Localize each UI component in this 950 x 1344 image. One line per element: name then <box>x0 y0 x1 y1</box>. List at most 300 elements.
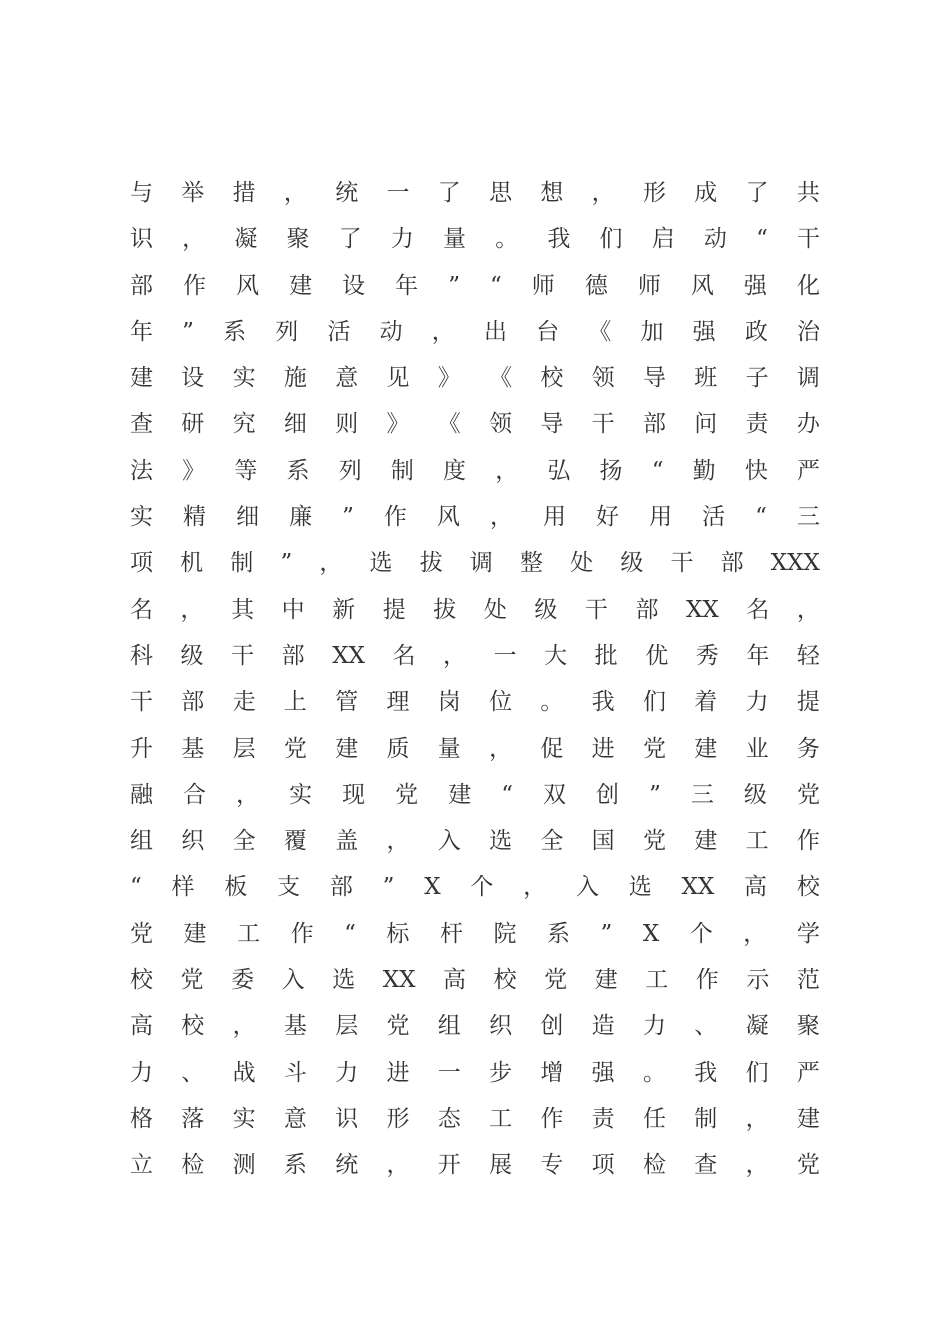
text-line <box>130 1142 820 1188</box>
text-char: 落 <box>181 1105 205 1132</box>
text-char: 等 <box>234 457 258 484</box>
text-char: 实 <box>232 1105 256 1132</box>
text-char: 与 <box>130 180 153 206</box>
text-char: 部 <box>181 689 205 716</box>
text-char: 名 <box>130 596 153 623</box>
text-char: 研 <box>181 411 205 438</box>
text-char: 查 <box>694 1152 718 1179</box>
text-char: ” <box>448 272 460 299</box>
text-char: 干 <box>130 689 153 716</box>
text-char: ， <box>386 1152 410 1179</box>
text-char: 拔 <box>419 550 443 577</box>
text-char: 提 <box>382 596 406 623</box>
text-line <box>130 679 820 725</box>
text-char: 、 <box>181 1059 205 1086</box>
text-char: 党 <box>395 781 419 808</box>
text-char: 施 <box>283 365 307 392</box>
text-line <box>130 448 820 494</box>
text-char: 查 <box>130 411 153 438</box>
text-char: 了 <box>437 180 461 206</box>
text-char: 开 <box>437 1152 461 1179</box>
text-line <box>130 864 820 910</box>
text-char: 升 <box>130 735 153 762</box>
text-char: 校 <box>540 365 564 392</box>
text-char: 委 <box>231 967 255 994</box>
text-char: “ <box>130 874 142 901</box>
text-char: 工 <box>645 967 669 994</box>
text-char: 学 <box>796 920 820 947</box>
text-char: 设 <box>181 365 205 392</box>
text-char: 们 <box>599 226 623 253</box>
text-char: 着 <box>694 689 718 716</box>
text-char: 部 <box>130 272 153 299</box>
text-char: ， <box>743 920 767 947</box>
text-char: 力 <box>335 1059 359 1086</box>
text-char: 处 <box>570 550 594 577</box>
text-char: 调 <box>796 365 820 392</box>
text-char: 干 <box>797 226 820 253</box>
text-char: 任 <box>642 1105 666 1132</box>
text-char: 党 <box>180 967 204 994</box>
text-char: 合 <box>183 781 207 808</box>
text-char: 责 <box>591 1105 615 1132</box>
text-char: 织 <box>489 1013 513 1040</box>
text-char: 弘 <box>547 457 571 484</box>
text-char: XX <box>332 642 365 669</box>
text-char: 支 <box>277 874 301 901</box>
text-char: 力 <box>130 1059 153 1086</box>
text-char: 统 <box>335 1152 359 1179</box>
text-char: 项 <box>591 1152 615 1179</box>
text-char: 系 <box>223 318 247 345</box>
text-char: 覆 <box>283 828 307 855</box>
text-char: 责 <box>745 411 769 438</box>
text-line <box>130 1003 820 1049</box>
text-char: 系 <box>286 457 310 484</box>
text-char: 》 <box>182 457 206 484</box>
text-line <box>130 1096 820 1142</box>
text-char: 部 <box>281 642 305 669</box>
text-char: 织 <box>181 828 205 855</box>
text-char: 专 <box>540 1152 564 1179</box>
text-char: 建 <box>130 365 153 392</box>
text-char: 加 <box>640 318 664 345</box>
text-char: 入 <box>281 967 305 994</box>
text-char: 干 <box>591 411 615 438</box>
text-char: 强 <box>591 1059 615 1086</box>
text-char: 整 <box>520 550 544 577</box>
text-char: 作 <box>796 828 820 855</box>
text-char: 作 <box>383 504 407 531</box>
text-char: 增 <box>540 1059 564 1086</box>
text-char: 步 <box>489 1059 513 1086</box>
text-char: 意 <box>283 1105 307 1132</box>
text-char: 其 <box>231 596 255 623</box>
text-char: 严 <box>797 457 820 484</box>
text-char: 聚 <box>796 1013 820 1040</box>
text-char: ， <box>283 180 307 206</box>
text-char: 德 <box>584 272 608 299</box>
text-char: 质 <box>386 735 410 762</box>
text-char: 师 <box>637 272 661 299</box>
text-char: X <box>424 874 441 901</box>
text-char: 测 <box>232 1152 256 1179</box>
text-char: 一 <box>493 642 517 669</box>
text-char: ， <box>236 781 260 808</box>
text-char: 、 <box>694 1013 718 1040</box>
text-char: 师 <box>531 272 555 299</box>
text-char: 风 <box>690 272 714 299</box>
text-char: 年 <box>746 642 770 669</box>
text-char: 拔 <box>433 596 457 623</box>
text-char: 级 <box>180 642 204 669</box>
text-char: ” <box>280 550 293 577</box>
text-line <box>130 170 820 216</box>
text-char: ， <box>745 1152 769 1179</box>
text-char: 子 <box>745 365 769 392</box>
text-line <box>130 772 820 818</box>
text-line <box>130 263 820 309</box>
text-char: 工 <box>745 828 769 855</box>
text-char: 创 <box>540 1013 564 1040</box>
text-char: 党 <box>642 828 666 855</box>
text-char: 岗 <box>437 689 461 716</box>
text-char: 标 <box>386 920 410 947</box>
text-char: XX <box>382 967 416 994</box>
text-char: 究 <box>232 411 256 438</box>
text-char: 盖 <box>335 828 359 855</box>
text-char: 选 <box>332 967 356 994</box>
text-char: 细 <box>283 411 307 438</box>
text-char: 班 <box>694 365 718 392</box>
text-char: 我 <box>694 1059 718 1086</box>
text-char: 上 <box>283 689 307 716</box>
text-char: 现 <box>342 781 366 808</box>
text-char: 校 <box>181 1013 205 1040</box>
text-char: 立 <box>130 1152 153 1179</box>
text-char: 问 <box>694 411 718 438</box>
text-char: 意 <box>335 365 359 392</box>
text-char: 党 <box>544 967 568 994</box>
text-line <box>130 957 820 1003</box>
text-char: 出 <box>483 318 507 345</box>
text-char: 制 <box>390 457 414 484</box>
text-char: 思 <box>489 180 513 206</box>
text-char: ， <box>796 596 820 623</box>
text-char: 年 <box>395 272 419 299</box>
text-char: 建 <box>694 735 718 762</box>
text-char: 三 <box>690 781 714 808</box>
text-char: 一 <box>386 180 410 206</box>
text-char: 强 <box>743 272 767 299</box>
text-char: 台 <box>536 318 560 345</box>
text-char: 细 <box>236 504 260 531</box>
text-char: 法 <box>130 457 153 484</box>
text-char: 设 <box>342 272 366 299</box>
text-char: 党 <box>130 920 153 947</box>
text-char: 高 <box>130 1013 153 1040</box>
text-char: 干 <box>670 550 694 577</box>
text-char: 风 <box>236 272 260 299</box>
text-char: 实 <box>130 504 153 531</box>
text-char: 位 <box>489 689 513 716</box>
text-char: 则 <box>335 411 359 438</box>
text-char: 级 <box>743 781 767 808</box>
text-char: 《 <box>489 365 513 392</box>
text-char: 一 <box>437 1059 461 1086</box>
text-char: 批 <box>594 642 618 669</box>
text-char: 检 <box>642 1152 666 1179</box>
text-char: 创 <box>596 781 620 808</box>
text-char: 年 <box>130 318 153 345</box>
text-char: 选 <box>628 874 652 901</box>
text-line <box>130 401 820 447</box>
text-char: 措 <box>232 180 256 206</box>
text-line <box>130 494 820 540</box>
text-char: 制 <box>230 550 254 577</box>
text-char: 融 <box>130 781 153 808</box>
text-char: 廉 <box>289 504 313 531</box>
text-char: 好 <box>596 504 620 531</box>
text-char: 调 <box>469 550 493 577</box>
text-char: ， <box>232 1013 256 1040</box>
text-char: 优 <box>645 642 669 669</box>
text-char: ， <box>495 457 519 484</box>
text-char: ” <box>342 504 354 531</box>
text-char: 作 <box>540 1105 564 1132</box>
text-char: 党 <box>796 781 820 808</box>
text-char: 范 <box>796 967 820 994</box>
text-char: 度 <box>443 457 467 484</box>
text-char: 实 <box>232 365 256 392</box>
text-char: 中 <box>281 596 305 623</box>
text-char: 三 <box>796 504 820 531</box>
text-char: “ <box>755 504 767 531</box>
text-char: 基 <box>283 1013 307 1040</box>
text-char: “ <box>489 272 502 299</box>
text-char: 高 <box>443 967 467 994</box>
text-char: 促 <box>540 735 564 762</box>
text-char: 轻 <box>796 642 820 669</box>
text-char: 识 <box>335 1105 359 1132</box>
text-char: ” <box>382 874 395 901</box>
text-char: 动 <box>703 226 727 253</box>
text-char: 风 <box>436 504 460 531</box>
text-char: 进 <box>591 735 615 762</box>
text-char: 了 <box>745 180 769 206</box>
text-char: 入 <box>437 828 461 855</box>
text-line <box>130 911 820 957</box>
text-char: 成 <box>694 180 718 206</box>
text-char: 新 <box>332 596 356 623</box>
text-char: 部 <box>635 596 659 623</box>
text-char: 战 <box>232 1059 256 1086</box>
text-char: 科 <box>130 642 153 669</box>
text-char: XX <box>686 596 719 623</box>
text-char: 部 <box>329 874 353 901</box>
text-char: 党 <box>796 1152 820 1179</box>
text-char: 系 <box>283 1152 307 1179</box>
text-char: 选 <box>489 828 513 855</box>
text-char: 级 <box>620 550 644 577</box>
text-char: ， <box>745 1105 769 1132</box>
text-char: 示 <box>746 967 770 994</box>
text-line <box>130 540 820 586</box>
text-char: 导 <box>540 411 564 438</box>
text-char: 力 <box>390 226 414 253</box>
text-char: 强 <box>692 318 716 345</box>
text-char: 凝 <box>745 1013 769 1040</box>
text-char: 凝 <box>234 226 258 253</box>
text-char: ” <box>600 920 613 947</box>
text-char: “ <box>344 920 356 947</box>
text-char: XX <box>681 874 715 901</box>
text-char: 院 <box>493 920 517 947</box>
text-char: X <box>642 920 660 947</box>
text-char: 校 <box>796 874 820 901</box>
text-char: 务 <box>796 735 820 762</box>
text-char: 识 <box>130 226 153 253</box>
text-char: 统 <box>335 180 359 206</box>
text-char: 名 <box>746 596 770 623</box>
text-char: 导 <box>642 365 666 392</box>
text-char: 工 <box>237 920 261 947</box>
text-char: 系 <box>547 920 571 947</box>
text-char: 作 <box>695 967 719 994</box>
text-char: 形 <box>386 1105 410 1132</box>
text-char: 造 <box>591 1013 615 1040</box>
text-char: 全 <box>232 828 256 855</box>
text-char: 入 <box>575 874 599 901</box>
text-char: 们 <box>642 689 666 716</box>
text-char: ， <box>443 642 467 669</box>
text-char: 动 <box>379 318 403 345</box>
text-char: 《 <box>588 318 612 345</box>
text-char: 走 <box>232 689 256 716</box>
text-char: 校 <box>493 967 517 994</box>
text-char: 精 <box>183 504 207 531</box>
text-char: 双 <box>543 781 567 808</box>
text-char: 组 <box>437 1013 461 1040</box>
text-char: 见 <box>386 365 410 392</box>
text-char: 制 <box>694 1105 718 1132</box>
text-char: 级 <box>534 596 558 623</box>
text-char: 想 <box>540 180 564 206</box>
text-char: 样 <box>171 874 195 901</box>
text-char: 建 <box>796 1105 820 1132</box>
text-char: 政 <box>744 318 768 345</box>
text-char: 态 <box>437 1105 461 1132</box>
text-char: 我 <box>591 689 615 716</box>
text-char: 形 <box>642 180 666 206</box>
text-char: 干 <box>584 596 608 623</box>
text-char: 共 <box>796 180 820 206</box>
text-char: 量 <box>443 226 467 253</box>
text-char: 提 <box>796 689 820 716</box>
text-char: ” <box>649 781 661 808</box>
text-char: 部 <box>720 550 744 577</box>
text-char: 。 <box>642 1059 666 1086</box>
text-char: 用 <box>649 504 673 531</box>
text-char: 们 <box>745 1059 769 1086</box>
text-char: 展 <box>489 1152 513 1179</box>
text-char: 工 <box>489 1105 513 1132</box>
text-char: 基 <box>181 735 205 762</box>
text-char: 个 <box>470 874 494 901</box>
text-char: 快 <box>744 457 768 484</box>
text-char: 治 <box>797 318 820 345</box>
text-char: 领 <box>489 411 513 438</box>
text-char: 用 <box>543 504 567 531</box>
text-char: 启 <box>651 226 675 253</box>
text-char: 列 <box>338 457 362 484</box>
text-char: 业 <box>745 735 769 762</box>
text-char: 建 <box>694 828 718 855</box>
text-char: 层 <box>335 1013 359 1040</box>
text-char: 。 <box>495 226 519 253</box>
text-char: ， <box>591 180 615 206</box>
text-char: 活 <box>702 504 726 531</box>
text-line <box>130 818 820 864</box>
text-char: ， <box>489 735 513 762</box>
text-char: 严 <box>796 1059 820 1086</box>
text-char: ” <box>182 318 194 345</box>
text-line <box>130 1050 820 1096</box>
text-line <box>130 309 820 355</box>
text-char: 理 <box>386 689 410 716</box>
text-char: 建 <box>448 781 472 808</box>
text-char: 干 <box>231 642 255 669</box>
text-char: 校 <box>130 967 153 994</box>
text-char: 机 <box>180 550 204 577</box>
text-char: 举 <box>181 180 205 206</box>
text-char: 高 <box>744 874 768 901</box>
text-char: 化 <box>796 272 820 299</box>
text-char: 了 <box>338 226 362 253</box>
text-char: 管 <box>335 689 359 716</box>
text-char: ， <box>386 828 410 855</box>
text-char: 选 <box>369 550 393 577</box>
text-char: 。 <box>540 689 564 716</box>
text-char: ， <box>319 550 343 577</box>
text-char: 秀 <box>695 642 719 669</box>
text-char: 实 <box>289 781 313 808</box>
text-char: 个 <box>689 920 713 947</box>
text-char: 办 <box>796 411 820 438</box>
text-char: 大 <box>544 642 568 669</box>
text-char: 名 <box>392 642 416 669</box>
text-char: 党 <box>283 735 307 762</box>
text-char: ， <box>523 874 547 901</box>
text-char: 板 <box>224 874 248 901</box>
text-char: XXX <box>770 550 820 577</box>
text-char: 我 <box>547 226 571 253</box>
body-text <box>130 170 820 1189</box>
text-char: 建 <box>594 967 618 994</box>
text-char: 项 <box>130 550 153 577</box>
text-char: 列 <box>275 318 299 345</box>
text-char: 检 <box>181 1152 205 1179</box>
text-char: 部 <box>642 411 666 438</box>
text-char: 勤 <box>692 457 716 484</box>
text-char: “ <box>501 781 513 808</box>
text-char: 处 <box>483 596 507 623</box>
text-char: 进 <box>386 1059 410 1086</box>
text-char: 量 <box>437 735 461 762</box>
text-char: 聚 <box>286 226 310 253</box>
text-char: 全 <box>540 828 564 855</box>
text-char: 活 <box>327 318 351 345</box>
